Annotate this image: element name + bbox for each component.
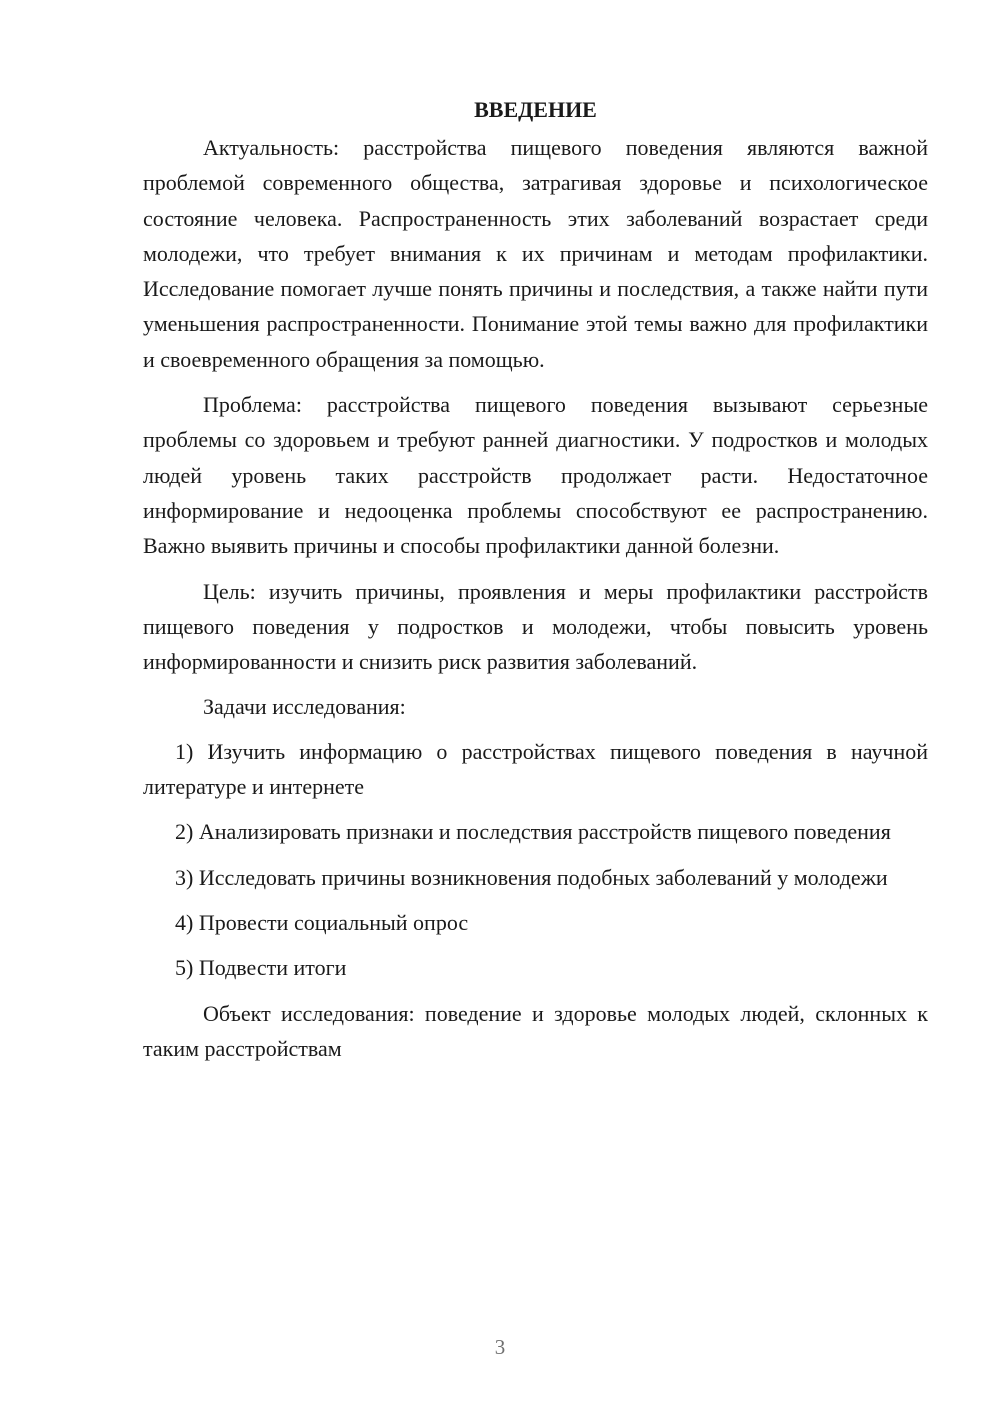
task-item-2: 2) Анализировать признаки и последствия расстройств пищевого поведения bbox=[175, 819, 891, 845]
task-item-1: 1) Изучить информацию о расстройствах пищевого поведения в научной литературе и интернете bbox=[143, 738, 928, 800]
task-item-5: 5) Подвести итоги bbox=[175, 955, 347, 981]
tasks-heading: Задачи исследования: bbox=[203, 694, 406, 720]
section-heading: ВВЕДЕНИЕ bbox=[474, 97, 597, 122]
problem-paragraph: Проблема: расстройства пищевого поведения вызывают серьезные проблемы со здоровьем и требуют ранней диагностики. У подростков и молодых людей уровень таких расстройств продолжает расти. Недостаточное информирование и недооценка проблемы способствуют ее распространению. Важно выявить причины и способы профилактики данной болезни. bbox=[143, 392, 928, 559]
object-paragraph: Объект исследования: поведение и здоровье молодых людей, склонных к таким расстройствам bbox=[143, 1000, 928, 1061]
task-item-4: 4) Провести социальный опрос bbox=[175, 909, 469, 935]
goal-paragraph: Цель: изучить причины, проявления и меры профилактики расстройств пищевого поведения у подростков и молодежи, чтобы повысить уровень информированности и снизить риск развития заболеваний. bbox=[143, 578, 928, 675]
document-page bbox=[143, 92, 928, 1076]
relevance-paragraph: Актуальность: расстройства пищевого поведения являются важной проблемой современного общества, затрагивая здоровье и психологическое состояние человека. Распространенность этих заболеваний возрастает среди молодежи, что требует внимания к их причинам и методам профилактики. Исследование помогает лучше понять причины и последствия, а также найти пути уменьшения распространенности. Понимание этой темы важно для профилактики и своевременного обращения за помощью. bbox=[143, 135, 928, 372]
task-item-3: 3) Исследовать причины возникновения подобных заболеваний у молодежи bbox=[175, 864, 888, 890]
page-number: 3 bbox=[494, 1335, 506, 1359]
